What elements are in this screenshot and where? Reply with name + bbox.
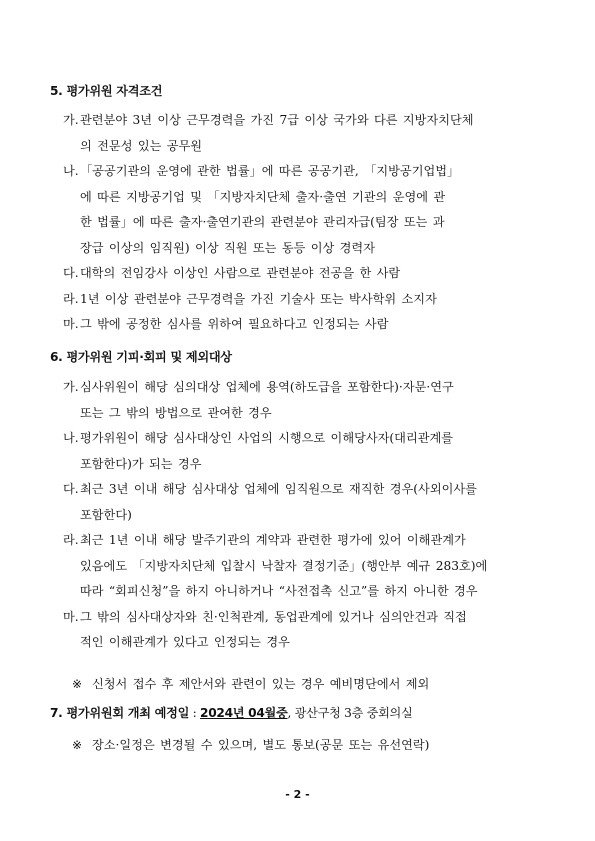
list-marker: 라.	[63, 291, 79, 306]
section-7-title: 7. 평가위원회 개최 예정일	[50, 706, 190, 720]
section-5-title: 5. 평가위원 자격조건	[50, 84, 163, 98]
list-item-first-line	[63, 375, 570, 401]
note-text: 신청서 접수 후 제안서와 관련이 있는 경우 예비명단에서 제외	[92, 677, 430, 691]
page-number: - 2 -	[285, 788, 310, 801]
list-item-first-line	[63, 108, 570, 134]
list-item-continuation-line	[80, 185, 570, 211]
list-marker: 가.	[63, 113, 79, 127]
list-item	[50, 528, 570, 605]
list-item-continuation-line	[80, 579, 570, 605]
list-item-continuation-line	[80, 401, 570, 427]
list-item-text: 장급 이상의 임직원) 이상 직원 또는 동등 이상 경력자	[80, 240, 375, 255]
note-text: 장소·일정은 변경될 수 있으며, 별도 통보(공문 또는 유선연락)	[92, 738, 430, 752]
list-item-text: 그 밖의 심사대상자와 친·인척관계, 동업관계에 있거나 심의안건과 직접	[80, 609, 467, 624]
list-item-first-line	[63, 312, 570, 338]
list-item-text: 그 밖에 공정한 심사를 위하여 필요하다고 인정되는 사람	[80, 317, 389, 331]
list-marker: 마.	[63, 609, 79, 624]
list-item-text: 포함한다)	[80, 507, 132, 522]
list-item-first-line	[63, 605, 570, 631]
list-item-first-line	[63, 477, 570, 503]
list-item	[50, 605, 570, 656]
section-7-note	[50, 733, 570, 759]
section-7-title-line	[50, 704, 570, 721]
list-item-first-line	[63, 261, 570, 287]
list-marker: 라.	[63, 533, 79, 547]
list-item-continuation-line	[80, 503, 570, 529]
list-marker: 가.	[63, 380, 79, 394]
list-item-text: 따라 “회피신청”을 하지 아니하거나 “사전접촉 신고”를 하지 아니한 경우	[80, 584, 478, 598]
list-marker: 다.	[63, 266, 79, 280]
section-6	[50, 348, 570, 365]
section-6-list	[50, 375, 570, 656]
section-7-separator: :	[189, 706, 201, 720]
list-item-continuation-line	[80, 554, 570, 580]
list-item-text: 심사위원이 해당 심의대상 업체에 용역(하도급을 포함한다)·자문·연구	[80, 380, 454, 394]
list-item-text: 1년 이상 관련분야 근무경력을 가진 기술사 또는 박사학위 소지자	[80, 291, 437, 306]
list-item-text: 의 전문성 있는 공무원	[80, 138, 203, 153]
list-item-text: 포함한다)가 되는 경우	[80, 456, 202, 471]
list-item	[50, 312, 570, 338]
list-item-continuation-line	[80, 210, 570, 236]
list-item	[50, 108, 570, 159]
section-6-title: 6. 평가위원 기피·회피 및 제외대상	[50, 350, 232, 364]
section-7	[50, 704, 570, 721]
list-marker: 나.	[63, 164, 79, 178]
list-item	[50, 426, 570, 477]
list-item-text: 한 법률」에 따른 출자·출연기관의 관련분야 관리자급(팀장 또는 과	[80, 215, 445, 229]
list-item-text: 「공공기관의 운영에 관한 법률」에 따른 공공기관, 「지방공기업법」	[80, 164, 460, 178]
list-item-first-line	[63, 426, 570, 452]
list-item-text: 에 따른 지방공기업 및 「지방자치단체 출자·출연 기관의 운영에 관	[80, 189, 446, 204]
list-item-first-line	[63, 287, 570, 313]
list-item-text: 또는 그 밖의 방법으로 관여한 경우	[80, 405, 272, 420]
list-marker: 마.	[63, 317, 79, 331]
list-item-text: 최근 3년 이내 해당 심사대상 업체에 임직원으로 재직한 경우(사외이사를	[80, 482, 477, 496]
list-item-first-line	[63, 528, 570, 554]
list-item	[50, 375, 570, 426]
list-marker: 다.	[63, 482, 79, 496]
list-item-text: 최근 1년 이내 해당 발주기관의 계약과 관련한 평가에 있어 이해관계가	[80, 533, 466, 547]
list-item-continuation-line	[80, 236, 570, 262]
list-item-text: 적인 이해관계가 있다고 인정되는 경우	[80, 635, 290, 649]
list-item-continuation-line	[80, 630, 570, 656]
note-mark: ※	[72, 738, 83, 752]
section-5-list	[50, 108, 570, 338]
section-6-note	[50, 672, 570, 698]
list-item-text: 관련분야 3년 이상 근무경력을 가진 7급 이상 국가와 다른 지방자치단체	[80, 113, 474, 127]
list-item-text: 평가위원이 해당 심사대상인 사업의 시행으로 이해당사자(대리관계를	[80, 431, 454, 445]
list-item-text: 대학의 전임강사 이상인 사람으로 관련분야 전공을 한 사람	[80, 266, 401, 280]
list-item-continuation-line	[80, 134, 570, 160]
meeting-date: 2024년 04월중	[200, 706, 288, 720]
list-marker: 나.	[63, 431, 79, 445]
list-item-text: 있음에도 「지방자치단체 입찰시 낙찰자 결정기준」(행안부 예규 283호)에	[80, 558, 488, 573]
note-mark: ※	[72, 677, 83, 691]
section-5	[50, 82, 570, 99]
list-item-continuation-line	[80, 452, 570, 478]
list-item	[50, 261, 570, 287]
meeting-location: , 광산구청 3층 중회의실	[287, 706, 413, 720]
list-item-first-line	[63, 159, 570, 185]
list-item	[50, 287, 570, 313]
list-item	[50, 159, 570, 261]
list-item	[50, 477, 570, 528]
